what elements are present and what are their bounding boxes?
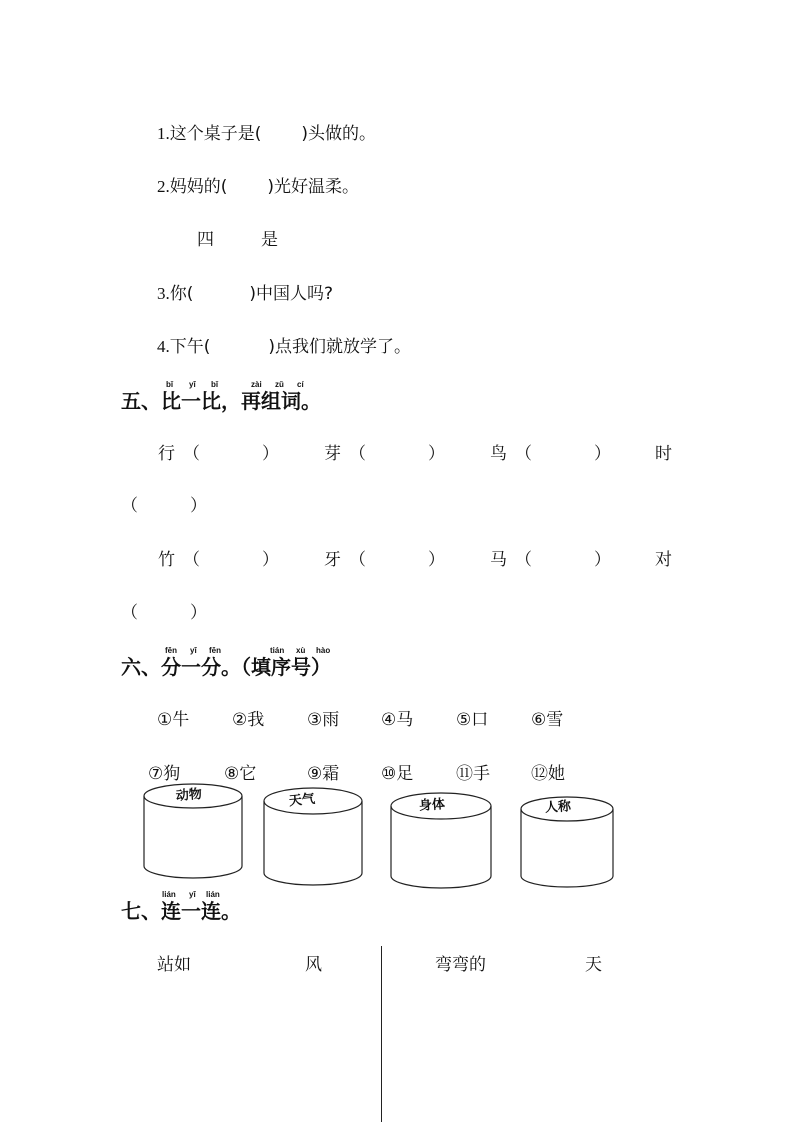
paren-close: ）	[428, 550, 445, 570]
paren-open: （	[349, 444, 366, 464]
sort-item: ②我	[232, 710, 265, 730]
char-shi: 时	[655, 444, 672, 464]
section-6-title: 六、分一分。（填序号）	[121, 655, 331, 679]
paren-open: （	[183, 550, 200, 570]
section-7-title: 七、连一连。	[121, 899, 241, 923]
paren-open: （	[121, 603, 138, 623]
bin-label: 人称	[544, 799, 572, 816]
sort-item: ⑥雪	[531, 710, 564, 730]
word-option: 四	[197, 230, 214, 250]
pinyin: cí	[297, 380, 304, 389]
question-text-end: )光好温柔。	[267, 177, 360, 197]
pinyin: hào	[316, 646, 331, 655]
pinyin: zǔ	[275, 380, 284, 389]
match-left-word[interactable]: 站如	[157, 955, 191, 975]
sort-item: ⑫她	[531, 764, 565, 784]
char-dui: 对	[655, 550, 672, 570]
pinyin: xù	[296, 646, 306, 655]
char-xing: 行	[158, 444, 175, 464]
pinyin: bǐ	[166, 380, 174, 389]
sort-item: ④马	[381, 710, 414, 730]
sort-item: ③雨	[307, 710, 340, 730]
sort-item: ⑨霜	[307, 764, 340, 784]
bin-animals[interactable]	[143, 783, 243, 879]
paren-open: （	[121, 496, 138, 516]
sort-item: ⑪手	[456, 764, 490, 784]
question-text-end: )头做的。	[301, 124, 377, 144]
pinyin: yī	[189, 890, 196, 899]
paren-close: ）	[594, 444, 611, 464]
char-ma: 马	[490, 550, 507, 570]
char-ya: 芽	[324, 444, 341, 464]
pinyin: lián	[206, 890, 220, 899]
paren-close: ）	[190, 603, 207, 623]
paren-close: ）	[428, 444, 445, 464]
pinyin: yī	[190, 646, 197, 655]
char-ya2: 牙	[324, 550, 341, 570]
bin-weather[interactable]	[263, 787, 363, 887]
paren-close: ）	[262, 444, 279, 464]
match-right-word[interactable]: 弯弯的	[435, 955, 486, 975]
bin-pronouns[interactable]	[520, 796, 615, 888]
question-3	[157, 284, 333, 304]
question-text: 妈妈的(	[169, 177, 228, 197]
paren-close: ）	[594, 550, 611, 570]
question-2	[157, 177, 359, 197]
pinyin: yī	[189, 380, 196, 389]
paren-open: （	[515, 444, 532, 464]
word-option: 是	[261, 230, 278, 250]
char-zhu: 竹	[158, 550, 175, 570]
pinyin: bǐ	[211, 380, 219, 389]
pinyin: tián	[270, 646, 285, 655]
question-4	[157, 337, 411, 357]
paren-close: ）	[190, 496, 207, 516]
question-number: 1.	[157, 124, 170, 143]
bin-label: 天气	[288, 791, 316, 810]
question-text: 你(	[169, 284, 194, 304]
column-divider	[381, 946, 382, 1122]
match-left-word[interactable]: 风	[305, 955, 322, 975]
question-text-end: )点我们就放学了。	[268, 337, 412, 357]
sort-item: ⑧它	[224, 764, 257, 784]
question-number: 2.	[157, 177, 170, 196]
sort-item: ①牛	[157, 710, 190, 730]
char-niao: 鸟	[490, 444, 507, 464]
question-text: 下午(	[169, 337, 211, 357]
question-number: 4.	[157, 337, 170, 356]
question-text-end: )中国人吗?	[249, 284, 334, 304]
pinyin: zài	[251, 380, 262, 389]
match-right-word[interactable]: 天	[585, 955, 602, 975]
sort-item: ⑩足	[381, 764, 414, 784]
sort-item: ⑤口	[456, 710, 489, 730]
paren-open: （	[349, 550, 366, 570]
bin-body[interactable]	[390, 792, 493, 890]
question-number: 3.	[157, 284, 170, 303]
paren-open: （	[183, 444, 200, 464]
sort-item: ⑦狗	[148, 764, 181, 784]
pinyin: lián	[162, 890, 176, 899]
section-5-title: 五、比一比，再组词。	[121, 389, 321, 413]
pinyin: fēn	[209, 646, 221, 655]
paren-close: ）	[262, 550, 279, 570]
question-text: 这个桌子是(	[169, 124, 262, 144]
bin-label: 动物	[175, 786, 203, 805]
paren-open: （	[515, 550, 532, 570]
question-1	[157, 124, 376, 144]
bin-label: 身体	[418, 797, 446, 814]
pinyin: fēn	[165, 646, 177, 655]
